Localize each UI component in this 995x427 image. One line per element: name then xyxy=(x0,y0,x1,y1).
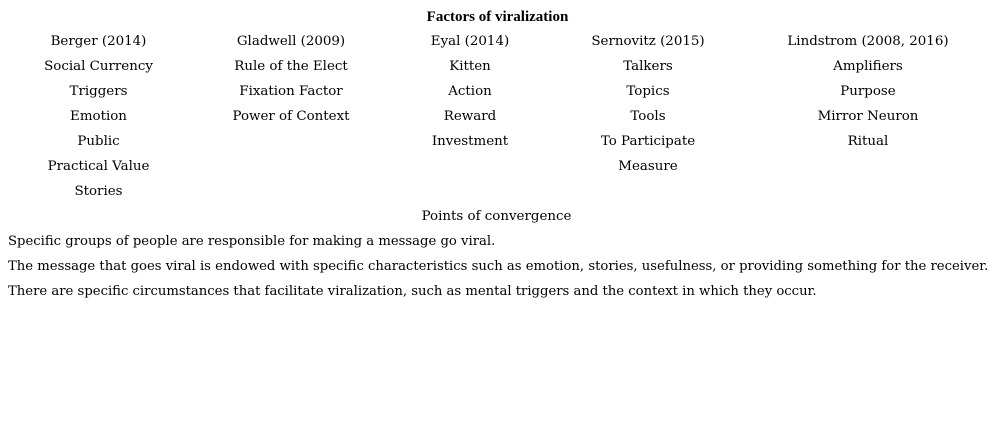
header-berger: Berger (2014) xyxy=(50,34,147,49)
table-row xyxy=(0,157,995,182)
table-cell: Social Currency xyxy=(44,59,153,74)
convergence-item: There are specific circumstances that facilitate viralization, such as mental triggers and the context in which they occur. xyxy=(8,284,817,299)
table-cell: Measure xyxy=(618,159,678,174)
table-cell xyxy=(197,157,385,182)
table-cell: Reward xyxy=(443,109,497,124)
table-cell xyxy=(197,182,385,207)
table-cell: Triggers xyxy=(69,84,128,99)
table-cell: To Participate xyxy=(600,134,696,149)
table-cell xyxy=(197,132,385,157)
convergence-title: Points of convergence xyxy=(421,209,572,224)
table-cell: Ritual xyxy=(847,134,889,149)
header-sernovitz: Sernovitz (2015) xyxy=(591,34,705,49)
table-cell xyxy=(385,157,555,182)
table-cell: Amplifiers xyxy=(833,59,903,74)
convergence-item: The message that goes viral is endowed with specific characteristics such as emotion, stories, usefulness, or providing something for the receiver. xyxy=(8,259,989,274)
table-cell: Topics xyxy=(626,84,670,99)
table-title: Factors of viralization xyxy=(426,9,569,25)
convergence-list xyxy=(8,232,993,307)
table-row xyxy=(0,132,995,157)
table-cell: Public xyxy=(77,134,120,149)
header-gladwell: Gladwell (2009) xyxy=(236,34,346,49)
table-cell: Purpose xyxy=(840,84,896,99)
table-cell: Talkers xyxy=(623,59,673,74)
table-row xyxy=(0,107,995,132)
table-cell: Tools xyxy=(630,109,666,124)
table-row xyxy=(0,182,995,207)
table-cell xyxy=(555,182,741,207)
table-cell xyxy=(385,182,555,207)
table-cell: Practical Value xyxy=(47,159,150,174)
table-cell: Rule of the Elect xyxy=(234,59,348,74)
table-cell: Stories xyxy=(74,184,123,199)
table-cell: Power of Context xyxy=(232,109,350,124)
table-header-row xyxy=(0,32,995,57)
table-row xyxy=(0,82,995,107)
header-lindstrom: Lindstrom (2008, 2016) xyxy=(787,34,949,49)
convergence-item: Specific groups of people are responsible for making a message go viral. xyxy=(8,234,496,249)
table-cell xyxy=(741,157,995,182)
table-cell: Action xyxy=(448,84,492,99)
header-eyal: Eyal (2014) xyxy=(430,34,510,49)
table-cell: Investment xyxy=(431,134,509,149)
table-row xyxy=(0,57,995,82)
table-cell: Kitten xyxy=(449,59,491,74)
table-cell xyxy=(741,182,995,207)
table-cell: Fixation Factor xyxy=(239,84,343,99)
table-cell: Mirror Neuron xyxy=(817,109,919,124)
table-cell: Emotion xyxy=(70,109,127,124)
factors-table xyxy=(0,32,995,207)
